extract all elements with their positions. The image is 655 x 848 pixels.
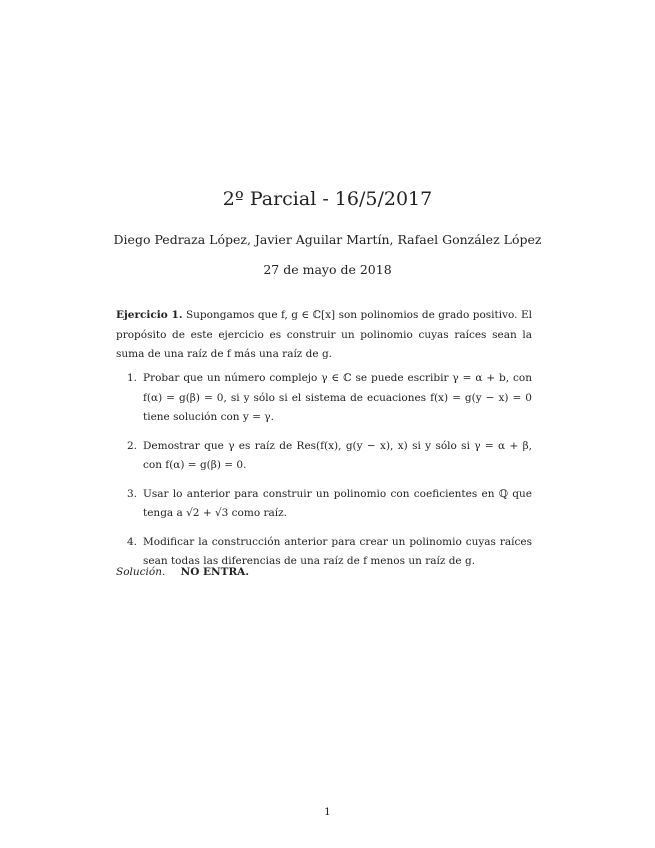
item-number: 4. [127, 535, 138, 548]
item-text: Modificar la construcción anterior para crear un polinomio cuyas raíces sean todas las diferencias de una raíz de f menos un raíz de g. [143, 535, 532, 567]
solution [116, 566, 249, 578]
solution-text: NO ENTRA. [180, 566, 249, 578]
item-number: 2. [127, 439, 138, 452]
document-authors: Diego Pedraza López, Javier Aguilar Martín, Rafael González López [113, 232, 542, 247]
solution-label: Solución. [116, 566, 166, 578]
item-text: Demostrar que γ es raíz de Res(f(x), g(y − x), x) si y sólo si γ = α + β, con f(α) = g(β) = 0. [143, 439, 532, 471]
list-item [116, 437, 532, 476]
document-title: 2º Parcial - 16/5/2017 [222, 188, 433, 210]
exercise-items [116, 369, 532, 581]
exercise-label: Ejercicio 1. [116, 309, 183, 321]
item-number: 3. [127, 487, 138, 500]
item-number: 1. [127, 372, 138, 384]
item-text: Probar que un número complejo γ ∈ ℂ se puede escribir γ = α + b, con f(α) = g(β) = 0, si y sólo si el sistema de ecuaciones f(x) = g(y − x) = 0 tiene solución con y = γ. [143, 372, 532, 423]
list-item [116, 369, 532, 428]
document-date: 27 de mayo de 2018 [263, 262, 392, 277]
list-item [116, 485, 532, 524]
item-text: Usar lo anterior para construir un polinomio con coeficientes en ℚ que tenga a √2 + √3 como raíz. [143, 487, 532, 519]
exercise-intro-text: Supongamos que f, g ∈ ℂ[x] son polinomios de grado positivo. El propósito de este ejercicio es construir un polinomio cuyas raíces sean la suma de una raíz de f más una raíz de g. [116, 309, 532, 360]
exercise-intro [116, 306, 532, 365]
page-number: 1 [324, 806, 331, 818]
